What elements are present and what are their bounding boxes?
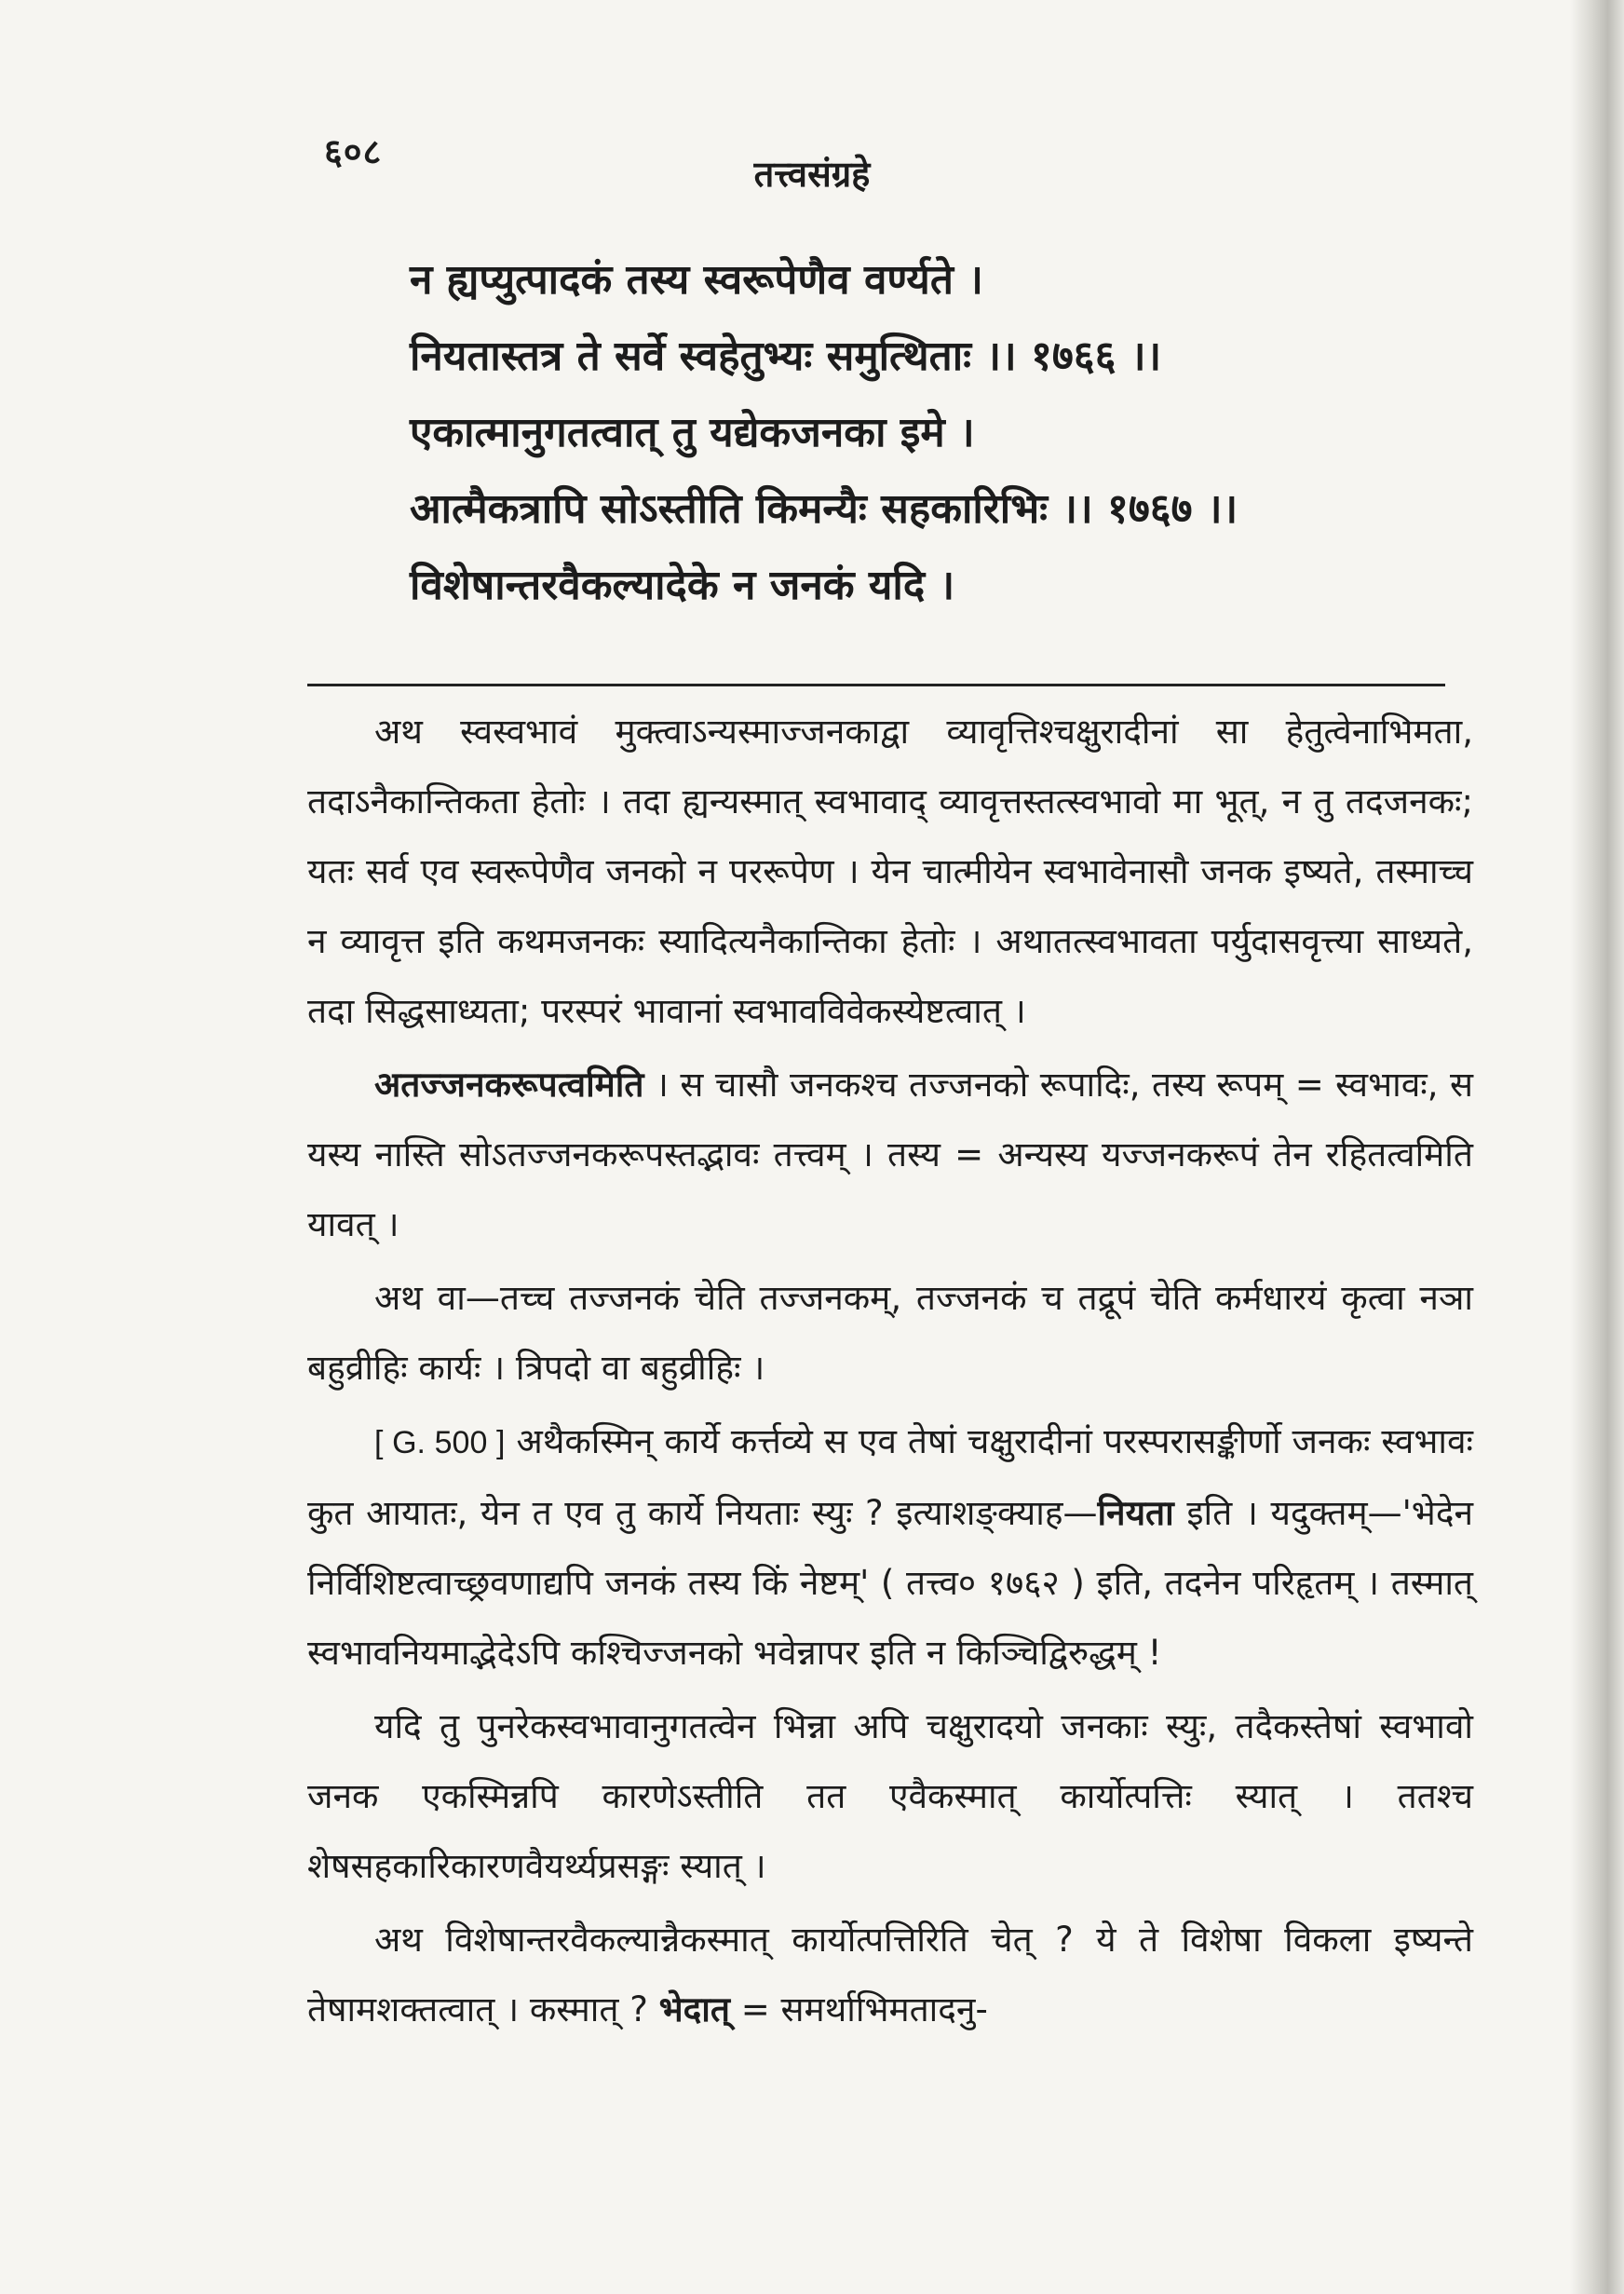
commentary-paragraph [307,1905,1473,2044]
commentary-block [307,697,1473,2048]
commentary-paragraph [307,1406,1473,1688]
paragraph-text: = समर्थाभिमतादनु- [729,1989,988,2029]
paragraph-text: अथ वा—तच्च तज्जनकं चेति तज्जनकम्, तज्जनकं च तद्रूपं चेति कर्मधारयं कृत्वा नञा बहुव्रीहिः कार्यः । त्रिपदो वा बहुव्रीहिः । [307,1278,1473,1388]
paragraph-text: । स चासौ जनकश्च तज्जनको रूपादिः, तस्य रूपम् = स्वभावः, स यस्य नास्ति सोऽतज्जनकरूपस्तद्भावः तत्त्वम् । तस्य = अन्यस्य यज्जनकरूपं तेन रहितत्वमिति यावत् । [307,1065,1473,1244]
commentary-paragraph [307,1263,1473,1403]
verse-line: न ह्यप्युत्पादकं तस्य स्वरूपेणैव वर्ण्यते । [410,256,983,304]
verse-line: नियतास्तत्र ते सर्वे स्वहेतुभ्यः समुत्थिताः ।। १७६६ ।। [410,333,1162,380]
pratika-term: भेदात् [658,1989,730,2029]
paragraph-text: अथैकस्मिन् कार्ये कर्त्तव्ये स एव तेषां चक्षुरादीनां परस्परासङ्कीर्णो जनकः स्वभावः कुत आयातः, येन त एव तु कार्ये नियताः स्युः ? इत्याशङ्क्याह— [307,1421,1473,1533]
commentary-paragraph [307,1691,1473,1901]
pratika-term: अतज्जनकरूपत्वमिति [374,1065,644,1105]
book-binding-edge [1570,0,1624,2294]
verse-line: आत्मैकत्रापि सोऽस्तीति किमन्यैः सहकारिभिः ।। १७६७ ।। [410,485,1238,533]
paragraph-text: इति । यदुक्तम्—'भेदेन निर्विशिष्टत्वाच्छ्रवणाद्यपि जनकं तस्य किं नेष्टम्' ( तत्त्व० १७६२ ) इति, तदनेन परिहृतम् । तस्मात् स्वभावनियमाद्भेदेऽपि कश्चिज्जनको भवेन्नापर इति न किञ्चिद्विरुद्धम् ! [307,1493,1473,1673]
verse-block [410,242,1481,624]
edition-page-sigla: [ G. 500 ] [374,1425,506,1460]
verse-line: विशेषान्तरवैकल्यादेके न जनकं यदि । [410,562,955,609]
commentary-paragraph [307,1050,1473,1259]
running-title: तत्त्वसंग्रहे [753,154,871,195]
paragraph-text: यदि तु पुनरेकस्वभावानुगतत्वेन भिन्ना अपि चक्षुरादयो जनकाः स्युः, तदैकस्तेषां स्वभावो जनक एकस्मिन्नपि कारणेऽस्तीति तत एवैकस्मात् कार्योत्पत्तिः स्यात् । ततश्च शेषसहकारिकारणवैयर्थ्यप्रसङ्गः स्यात् । [307,1706,1473,1886]
paragraph-text: अथ विशेषान्तरवैकल्यान्नैकस्मात् कार्योत्पत्तिरिति चेत् ? ये ते विशेषा विकला इष्यन्ते तेषामशक्तत्वात् । कस्मात् ? [307,1920,1473,2029]
verse-line: एकात्मानुगतत्वात् तु यद्येकजनका इमे । [410,409,975,456]
paragraph-text: अथ स्वस्वभावं मुक्त्वाऽन्यस्माज्जनकाद्वा व्यावृत्तिश्चक्षुरादीनां सा हेतुत्वेनाभिमता, तदाऽनैकान्तिकता हेतोः । तदा ह्यन्यस्मात् स्वभावाद् व्यावृत्तस्तत्स्वभावो मा भूत्, न तु तदजनकः; यतः सर्व एव स्वरूपेणैव जनको न पररूपेण । येन चात्मीयेन स्वभावेनासौ जनक इष्यते, तस्माच्च न व्यावृत्त इति कथमजनकः स्यादित्यनैकान्तिका हेतोः । अथातत्स्वभावता पर्युदासवृत्त्या साध्यते, तदा सिद्धसाध्यता; परस्परं भावानां स्वभावविवेकस्येष्टत्वात् । [307,712,1473,1031]
commentary-paragraph [307,697,1473,1046]
verse-separator-rule [307,684,1445,686]
pratika-term: नियता [1097,1493,1174,1533]
page-number: ६०८ [324,131,383,172]
